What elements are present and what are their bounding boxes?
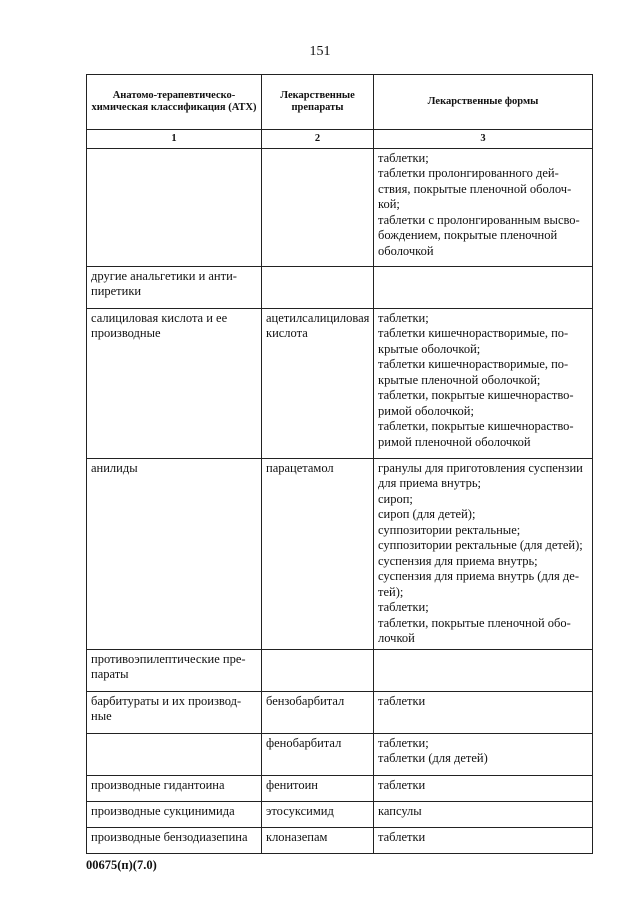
dosage-form-line: крытые оболочкой;	[378, 341, 481, 356]
dosage-form-line: таблетки, покрытые кишечнораство-	[378, 388, 574, 402]
dosage-form-line: римой пленочной оболочкой	[378, 434, 531, 449]
dosage-form-line: таблетки, покрытые пленочной обо-	[378, 615, 571, 630]
dosage-forms-cell	[374, 775, 593, 801]
table-row	[87, 691, 593, 733]
atx-drug-table	[86, 74, 593, 854]
header-atx-classification: Анатомо-терапевтическо-химическая классификация (АТХ)	[87, 75, 262, 130]
dosage-form-line: таблетки (для детей)	[378, 751, 488, 765]
table-row	[87, 827, 593, 853]
dosage-form-line: оболочкой	[378, 243, 434, 258]
dosage-form-line: капсулы	[378, 803, 422, 818]
column-number: 2	[262, 130, 374, 149]
table-row	[87, 649, 593, 691]
dosage-form-line: крытые пленочной оболочкой;	[378, 372, 541, 387]
dosage-forms-cell	[374, 801, 593, 827]
dosage-forms-cell	[374, 266, 593, 308]
dosage-form-line: таблетки;	[378, 735, 429, 750]
atx-class-cell: другие анальгетики и анти-пиретики	[87, 266, 262, 308]
dosage-forms-cell	[374, 148, 593, 266]
dosage-forms-cell	[374, 308, 593, 458]
atx-class-cell	[87, 148, 262, 266]
dosage-form-line: таблетки;	[378, 600, 429, 614]
dosage-form-line: тей);	[378, 584, 404, 599]
dosage-form-line: таблетки пролонгированного дей-	[378, 166, 559, 180]
table-header-row	[87, 75, 593, 130]
drug-name-cell	[262, 266, 374, 308]
dosage-form-line: сироп;	[378, 491, 413, 506]
dosage-form-line: таблетки кишечнорастворимые, по-	[378, 326, 569, 340]
page-number: 151	[309, 44, 331, 59]
drug-name-cell	[262, 649, 374, 691]
table-row	[87, 458, 593, 649]
drug-name-cell: фенитоин	[262, 775, 374, 801]
atx-class-cell: противоэпилептические пре-параты	[87, 649, 262, 691]
atx-class-cell: салициловая кислота и ее производные	[87, 308, 262, 458]
table-row	[87, 801, 593, 827]
dosage-form-line: ствия, покрытые пленочной оболоч-	[378, 181, 572, 196]
dosage-form-line: таблетки	[378, 829, 426, 844]
header-drugs: Лекарственные препараты	[262, 75, 374, 130]
dosage-form-line: таблетки	[378, 777, 426, 792]
dosage-form-line: суппозитории ректальные (для детей);	[378, 538, 583, 552]
dosage-form-line: суспензия для приема внутрь (для де-	[378, 569, 579, 583]
table-row	[87, 148, 593, 266]
dosage-form-line: суппозитории ректальные;	[378, 522, 521, 537]
dosage-forms-cell	[374, 458, 593, 649]
dosage-form-line: для приема внутрь;	[378, 476, 482, 490]
dosage-form-line: лочкой	[378, 631, 415, 645]
atx-class-cell: барбитураты и их производ-ные	[87, 691, 262, 733]
drug-name-cell	[262, 148, 374, 266]
drug-name-cell: фенобарбитал	[262, 733, 374, 775]
dosage-forms-cell	[374, 649, 593, 691]
dosage-form-line: сироп (для детей);	[378, 507, 476, 521]
table-row	[87, 308, 593, 458]
atx-class-cell: производные гидантоина	[87, 775, 262, 801]
dosage-form-line: таблетки кишечнорастворимые, по-	[378, 357, 569, 371]
dosage-form-line: бождением, покрытые пленочной	[378, 228, 558, 242]
dosage-form-line: кой;	[378, 197, 400, 211]
dosage-form-line: римой оболочкой;	[378, 403, 474, 418]
atx-class-cell: производные бензодиазепина	[87, 827, 262, 853]
dosage-form-line: таблетки;	[378, 150, 429, 165]
header-dosage-forms: Лекарственные формы	[374, 75, 593, 130]
drug-name-cell: парацетамол	[262, 458, 374, 649]
dosage-form-line: гранулы для приготовления суспензии	[378, 460, 583, 475]
drug-name-cell: бензобарбитал	[262, 691, 374, 733]
dosage-form-line: таблетки, покрытые кишечнораство-	[378, 419, 574, 433]
document-code: 00675(п)(7.0)	[86, 858, 157, 872]
dosage-form-line: суспензия для приема внутрь;	[378, 553, 538, 568]
table-row	[87, 266, 593, 308]
atx-class-cell: производные сукцинимида	[87, 801, 262, 827]
table-row	[87, 733, 593, 775]
dosage-form-line: таблетки;	[378, 310, 429, 325]
column-number-row	[87, 130, 593, 149]
drug-name-cell: этосуксимид	[262, 801, 374, 827]
drug-name-cell: ацетилсалициловая кислота	[262, 308, 374, 458]
dosage-forms-cell	[374, 827, 593, 853]
atx-class-cell	[87, 733, 262, 775]
drug-name-cell: клоназепам	[262, 827, 374, 853]
dosage-form-line: таблетки с пролонгированным высво-	[378, 212, 580, 227]
table-row	[87, 775, 593, 801]
dosage-forms-cell	[374, 733, 593, 775]
dosage-forms-cell	[374, 691, 593, 733]
column-number: 3	[374, 130, 593, 149]
column-number: 1	[87, 130, 262, 149]
dosage-form-line: таблетки	[378, 693, 426, 708]
atx-class-cell: анилиды	[87, 458, 262, 649]
